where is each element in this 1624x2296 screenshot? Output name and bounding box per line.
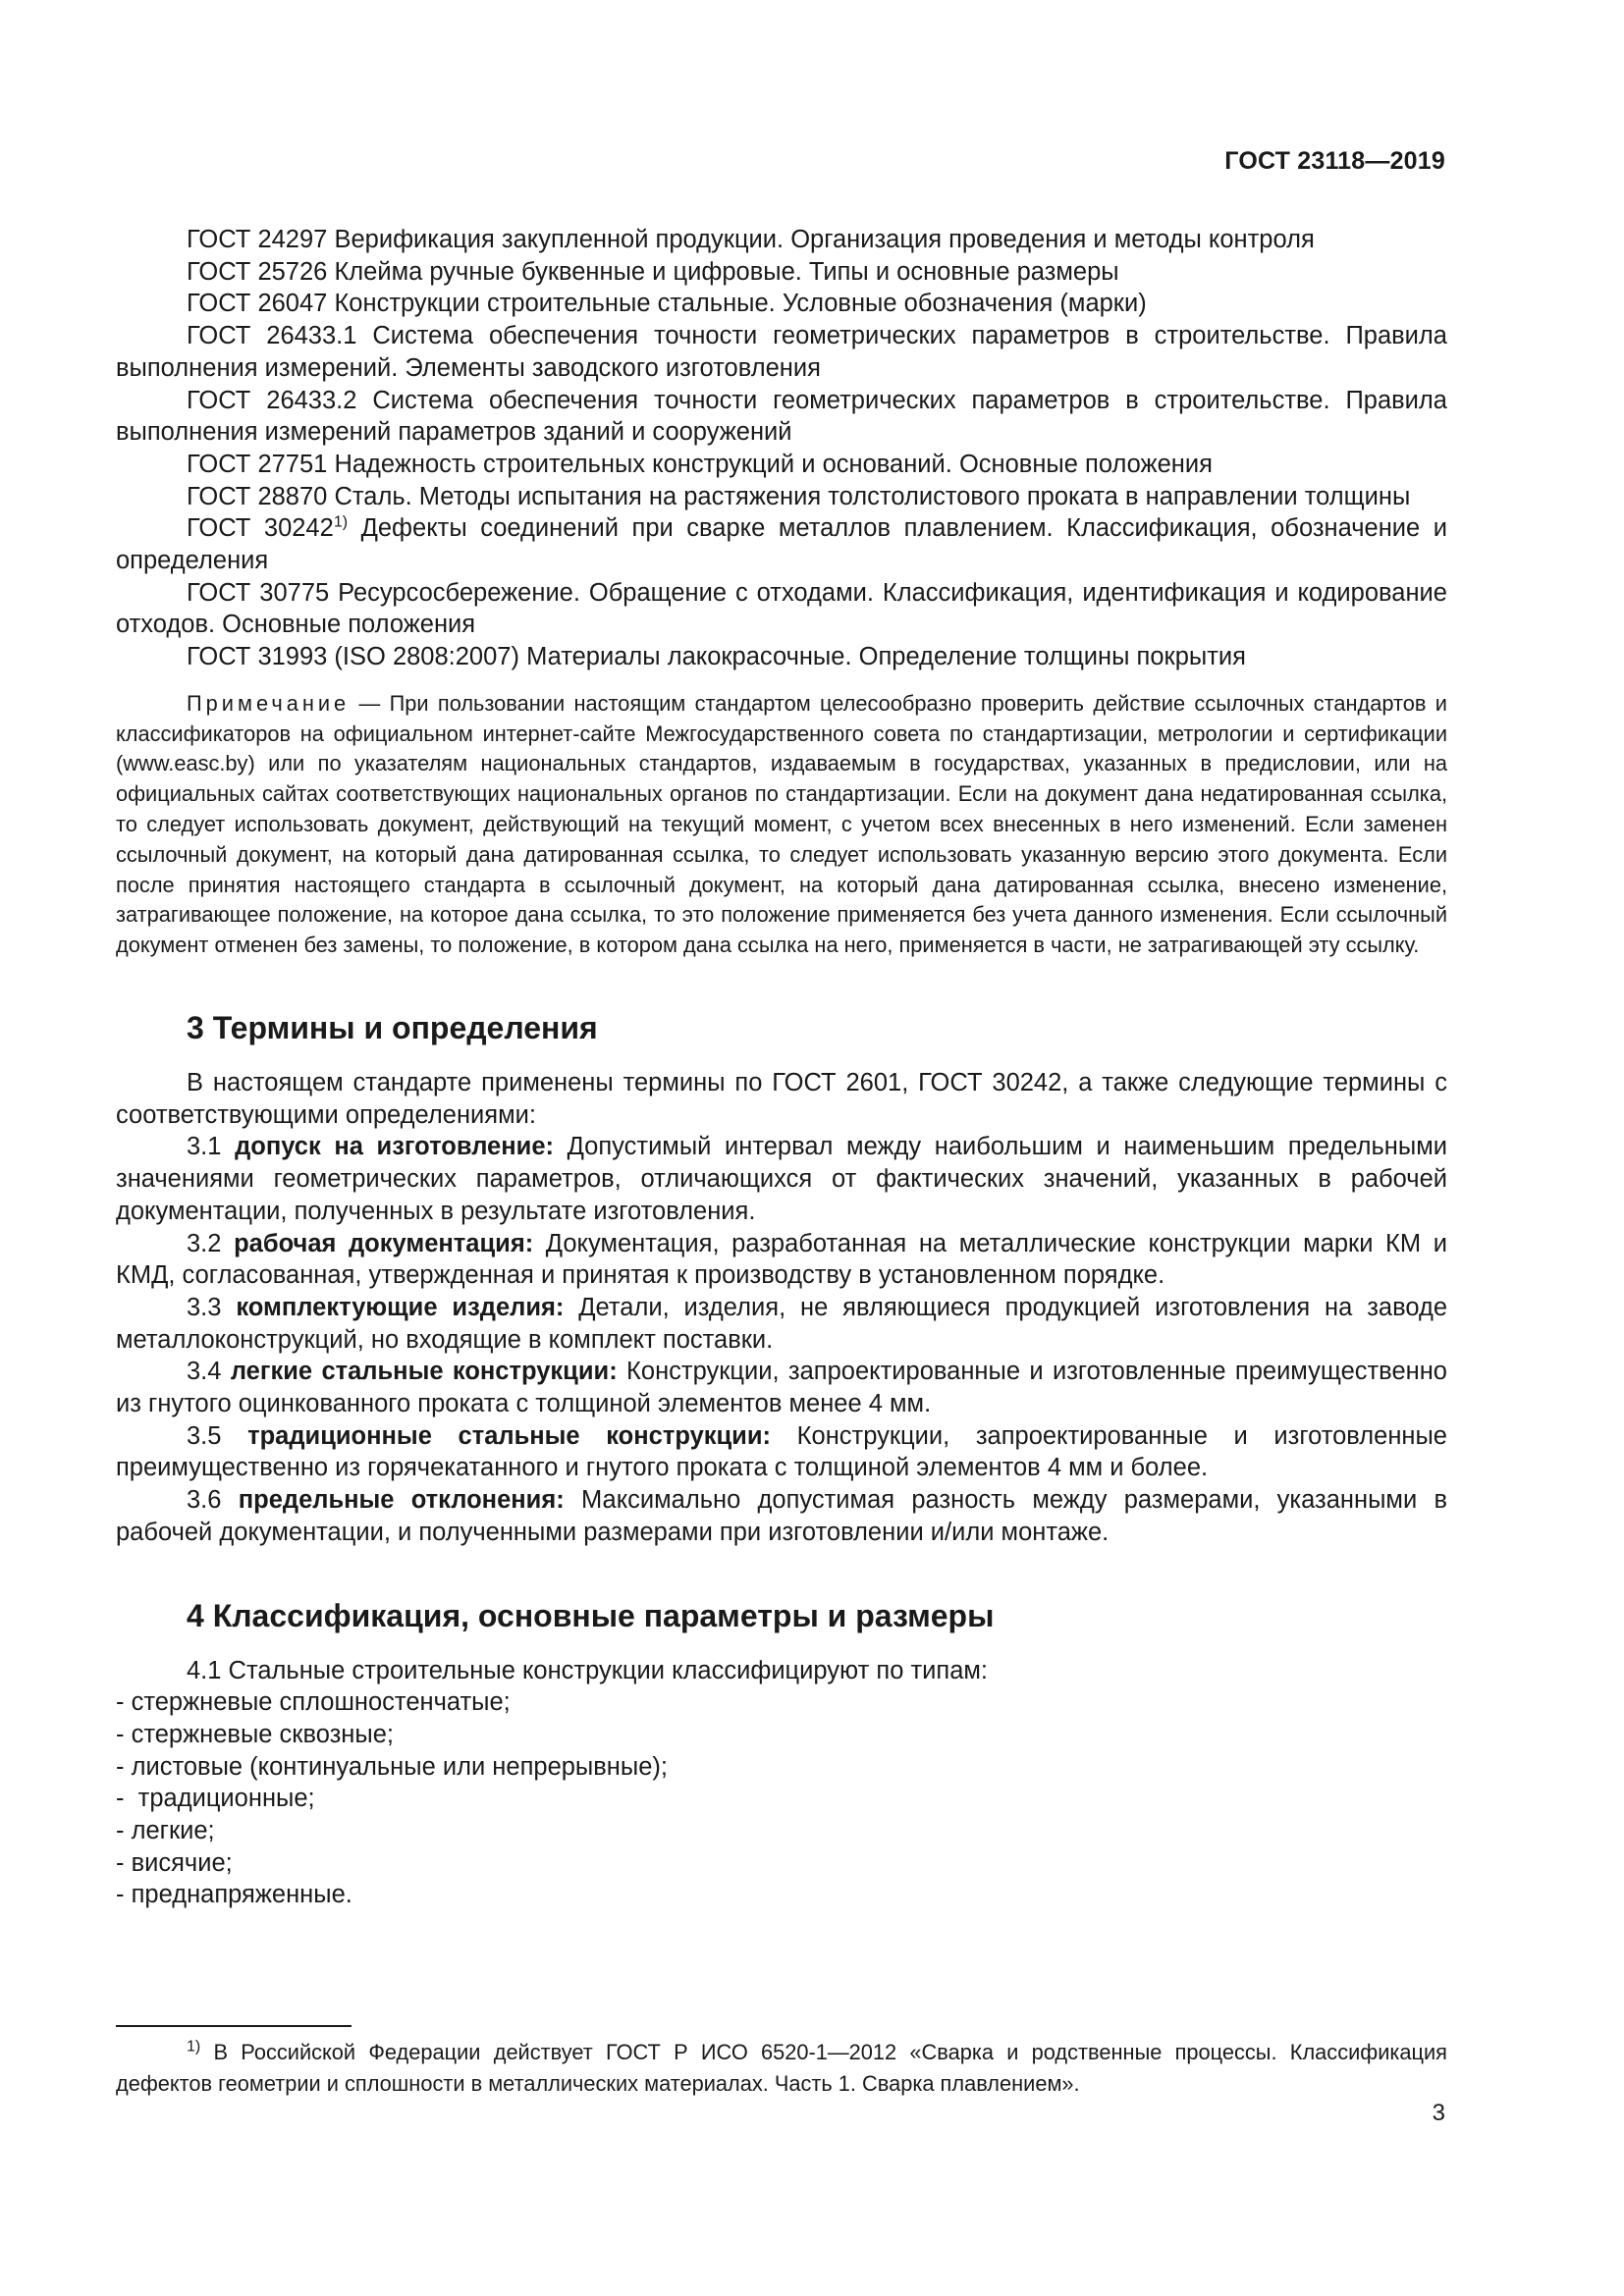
term-number: 3.1 <box>187 1133 222 1161</box>
list-item: - легкие; <box>116 1817 215 1845</box>
reference-title: Система обеспечения точности геометрических параметров в строительстве. Правила выполнения измерений параметров зданий и сооружений <box>116 386 1447 447</box>
note-text: При пользовании настоящим стандартом целесообразно проверить действие ссылочных стандартов и классификаторов на официальном интернет-сайте Межгосударственного совета по стандартизации, метрологии и сертификации (www.easc.by) или по указателям национальных стандартов, издаваемым в государствах, указанных в предисловии, или на официальных сайтах соответствующих национальных органов по стандартизации. Если на документ дана недатированная ссылка, то следует использовать документ, действующий на текущий момент, с учетом всех внесенных в него изменений. Если заменен ссылочный документ, на который дана датированная ссылка, то следует использовать указанную версию этого документа. Если после принятия настоящего стандарта в ссылочный документ, на который дана датированная ссылка, внесено изменение, затрагивающее положение, на которое дана ссылка, то это положение применяется без учета данного изменения. Если ссылочный документ отменен без замены, то положение, в котором дана ссылка на него, применяется в части, не затрагивающей эту ссылку. <box>116 690 1447 958</box>
footnote-mark: 1) <box>187 2038 201 2056</box>
list-item: - традиционные; <box>116 1785 315 1813</box>
footnote-divider <box>116 2025 352 2027</box>
reference-item <box>116 320 1447 384</box>
reference-item <box>116 256 1447 289</box>
term-name: предельные отклонения: <box>238 1486 565 1515</box>
term-number: 3.4 <box>187 1358 222 1386</box>
term-entry <box>116 1131 1447 1227</box>
list-item: - висячие; <box>116 1848 233 1877</box>
normative-references-list <box>116 224 1447 673</box>
term-number: 3.2 <box>187 1229 222 1257</box>
term-name: легкие стальные конструкции: <box>230 1358 618 1386</box>
reference-title: Сталь. Методы испытания на растяжения толстолистового проката в направлении толщины <box>334 482 1411 510</box>
reference-code: ГОСТ 26047 <box>187 290 328 318</box>
document-header: ГОСТ 23118—2019 <box>1224 147 1445 175</box>
note-dash: — <box>350 690 390 716</box>
list-item: - преднапряженные. <box>116 1881 352 1909</box>
term-definition: Конструкции, запроектированные и изготовленные преимущественно из гнутого оцинкованного проката с толщиной элементов менее 4 мм. <box>116 1358 1447 1418</box>
term-entry <box>116 1420 1447 1484</box>
term-number: 3.3 <box>187 1293 222 1321</box>
reference-title: Надежность строительных конструкций и оснований. Основные положения <box>334 450 1213 478</box>
reference-title: Система обеспечения точности геометрических параметров в строительстве. Правила выполнения измерений. Элементы заводского изготовления <box>116 322 1447 382</box>
term-entry <box>116 1228 1447 1292</box>
section-4-intro: 4.1 Стальные строительные конструкции классифицируют по типам: <box>187 1656 988 1684</box>
reference-code: ГОСТ 31993 (ISO 2808:2007) <box>187 643 519 671</box>
references-note <box>116 689 1447 961</box>
term-definition: Документация, разработанная на металлические конструкции марки КМ и КМД, согласованная, утвержденная и принятая к производству в установленном порядке. <box>116 1229 1447 1290</box>
term-name: комплектующие изделия: <box>236 1293 565 1321</box>
reference-code: ГОСТ 26433.1 <box>187 322 357 350</box>
term-definition: Максимально допустимая разность между размерами, указанными в рабочей документации, и полученными размерами при изготовлении и/или монтаже. <box>116 1486 1447 1546</box>
reference-code: ГОСТ 30242 <box>187 514 334 543</box>
section-4-heading: 4 Классификация, основные параметры и размеры <box>187 1597 995 1633</box>
list-item: - стержневые сквозные; <box>116 1720 394 1748</box>
footnote-text: В Российской Федерации действует ГОСТ Р ИСО 6520-1—2012 «Сварка и родственные процессы. Классификация дефектов геометрии и сплошности в металлических материалах. Часть 1. Сварка плавлением». <box>116 2040 1447 2096</box>
term-entry <box>116 1356 1447 1419</box>
page-content <box>116 224 1447 1911</box>
term-number: 3.5 <box>187 1421 222 1450</box>
term-entry <box>116 1292 1447 1356</box>
reference-code: ГОСТ 28870 <box>187 482 328 510</box>
reference-item <box>116 288 1447 320</box>
reference-code: ГОСТ 25726 <box>187 257 328 286</box>
reference-title: Верификация закупленной продукции. Организация проведения и методы контроля <box>334 226 1315 253</box>
page-number: 3 <box>1432 2100 1445 2126</box>
reference-code: ГОСТ 24297 <box>187 226 328 253</box>
reference-title: Дефекты соединений при сварке металлов плавлением. Классификация, обозначение и определения <box>116 514 1448 575</box>
term-entry <box>116 1484 1447 1548</box>
reference-code: ГОСТ 30775 <box>187 578 330 607</box>
reference-title: Конструкции строительные стальные. Условные обозначения (марки) <box>334 290 1147 318</box>
term-name: допуск на изготовление: <box>235 1133 554 1161</box>
reference-item <box>116 449 1447 481</box>
reference-item <box>116 385 1447 449</box>
term-name: традиционные стальные конструкции: <box>247 1421 772 1450</box>
reference-title: Ресурсосбережение. Обращение с отходами. Классификация, идентификация и кодирование отходов. Основные положения <box>116 578 1447 639</box>
section-3-heading: 3 Термины и определения <box>187 1010 598 1046</box>
reference-item <box>116 641 1447 673</box>
term-number: 3.6 <box>187 1486 222 1515</box>
list-item: - стержневые сплошностенчатые; <box>116 1688 511 1717</box>
reference-item <box>116 512 1447 576</box>
section-3-intro: В настоящем стандарте применены термины по ГОСТ 2601, ГОСТ 30242, а также следующие термины с соответствующими определениями: <box>116 1069 1447 1129</box>
reference-title: Клейма ручные буквенные и цифровые. Типы и основные размеры <box>334 257 1119 286</box>
reference-item <box>116 224 1447 256</box>
term-definition: Допустимый интервал между наибольшим и наименьшим предельными значениями геометрических параметров, отличающихся от фактических значений, указанных в рабочей документации, полученных в результате изготовления. <box>116 1133 1447 1225</box>
reference-title: Материалы лакокрасочные. Определение толщины покрытия <box>526 643 1246 671</box>
term-name: рабочая документация: <box>234 1229 534 1257</box>
classification-list <box>116 1686 1447 1911</box>
footnote-marker: 1) <box>333 513 349 531</box>
reference-item <box>116 481 1447 513</box>
note-label: Примечание <box>187 690 351 716</box>
list-item: - листовые (континуальные или непрерывные); <box>116 1752 668 1781</box>
reference-code: ГОСТ 26433.2 <box>187 386 357 414</box>
reference-item <box>116 577 1447 641</box>
term-definition: Конструкции, запроектированные и изготовленные преимущественно из горячекатанного и гнутого проката с толщиной элементов 4 мм и более. <box>116 1421 1447 1482</box>
term-definition: Детали, изделия, не являющиеся продукцией изготовления на заводе металлоконструкций, но входящие в комплект поставки. <box>116 1293 1448 1354</box>
reference-code: ГОСТ 27751 <box>187 450 328 478</box>
footnote <box>116 2037 1447 2100</box>
